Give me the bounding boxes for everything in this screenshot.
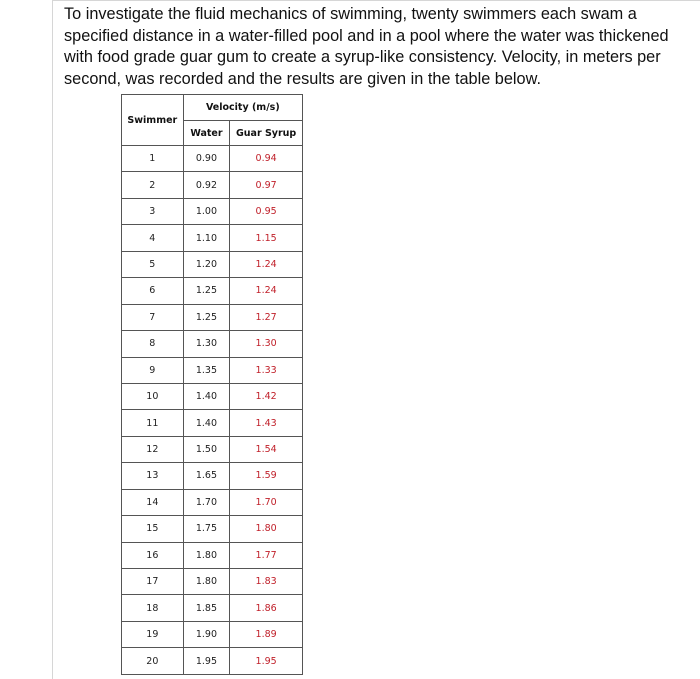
guar-syrup-velocity-cell: 1.95 (230, 648, 303, 674)
table-row (122, 410, 303, 436)
table-row (122, 595, 303, 621)
water-velocity-cell: 1.50 (183, 436, 230, 462)
water-velocity-cell: 1.35 (183, 357, 230, 383)
guar-syrup-velocity-cell: 0.95 (230, 198, 303, 224)
guar-syrup-velocity-cell: 1.27 (230, 304, 303, 330)
water-velocity-cell: 1.80 (183, 569, 230, 595)
table-row (122, 516, 303, 542)
swimmer-number-cell: 12 (122, 436, 184, 462)
swimmer-number-cell: 2 (122, 172, 184, 198)
velocity-table (121, 94, 303, 675)
guar-syrup-velocity-cell: 1.43 (230, 410, 303, 436)
swimmer-number-cell: 9 (122, 357, 184, 383)
water-velocity-cell: 1.25 (183, 304, 230, 330)
guar-syrup-velocity-cell: 1.24 (230, 251, 303, 277)
guar-syrup-velocity-cell: 1.42 (230, 383, 303, 409)
water-velocity-cell: 1.25 (183, 278, 230, 304)
top-divider (52, 0, 700, 1)
water-velocity-cell: 1.80 (183, 542, 230, 568)
table-row (122, 146, 303, 172)
swimmer-number-cell: 16 (122, 542, 184, 568)
swimmer-number-cell: 6 (122, 278, 184, 304)
swimmer-column-header: Swimmer (122, 95, 184, 146)
water-velocity-cell: 1.30 (183, 331, 230, 357)
guar-syrup-velocity-cell: 0.94 (230, 146, 303, 172)
guar-syrup-velocity-cell: 1.86 (230, 595, 303, 621)
swimmer-number-cell: 20 (122, 648, 184, 674)
swimmer-number-cell: 5 (122, 251, 184, 277)
guar-syrup-column-header: Guar Syrup (230, 121, 303, 146)
swimmer-number-cell: 18 (122, 595, 184, 621)
swimmer-number-cell: 10 (122, 383, 184, 409)
guar-syrup-velocity-cell: 1.33 (230, 357, 303, 383)
water-velocity-cell: 1.90 (183, 621, 230, 647)
swimmer-number-cell: 7 (122, 304, 184, 330)
swimmer-number-cell: 1 (122, 146, 184, 172)
guar-syrup-velocity-cell: 1.77 (230, 542, 303, 568)
question-text: To investigate the fluid mechanics of swimming, twenty swimmers each swam a specified distance in a water-filled pool and in a pool where the water was thickened with food grade guar gum to create a syrup-like consistency. Velocity, in meters per second, was recorded and the results are given in the table below. (64, 5, 669, 88)
water-velocity-cell: 1.65 (183, 463, 230, 489)
table-row (122, 648, 303, 674)
guar-syrup-velocity-cell: 1.70 (230, 489, 303, 515)
table-row (122, 251, 303, 277)
water-velocity-cell: 1.10 (183, 225, 230, 251)
swimmer-number-cell: 19 (122, 621, 184, 647)
swimmer-number-cell: 14 (122, 489, 184, 515)
swimmer-number-cell: 17 (122, 569, 184, 595)
water-velocity-cell: 1.75 (183, 516, 230, 542)
left-divider (52, 0, 53, 679)
velocity-group-header: Velocity (m/s) (183, 95, 302, 121)
swimmer-number-cell: 4 (122, 225, 184, 251)
guar-syrup-velocity-cell: 0.97 (230, 172, 303, 198)
water-column-header: Water (183, 121, 230, 146)
table-row (122, 542, 303, 568)
water-velocity-cell: 1.00 (183, 198, 230, 224)
table-row (122, 463, 303, 489)
water-velocity-cell: 1.70 (183, 489, 230, 515)
table-row (122, 436, 303, 462)
swimmer-number-cell: 8 (122, 331, 184, 357)
water-velocity-cell: 0.92 (183, 172, 230, 198)
table-row (122, 198, 303, 224)
table-row (122, 172, 303, 198)
swimmer-number-cell: 13 (122, 463, 184, 489)
table-row (122, 278, 303, 304)
water-velocity-cell: 1.20 (183, 251, 230, 277)
guar-syrup-velocity-cell: 1.83 (230, 569, 303, 595)
guar-syrup-velocity-cell: 1.15 (230, 225, 303, 251)
guar-syrup-velocity-cell: 1.30 (230, 331, 303, 357)
water-velocity-cell: 1.40 (183, 410, 230, 436)
table-row (122, 304, 303, 330)
swimmer-number-cell: 15 (122, 516, 184, 542)
table-row (122, 621, 303, 647)
table-row (122, 489, 303, 515)
guar-syrup-velocity-cell: 1.54 (230, 436, 303, 462)
table-row (122, 569, 303, 595)
guar-syrup-velocity-cell: 1.59 (230, 463, 303, 489)
table-body (122, 146, 303, 675)
guar-syrup-velocity-cell: 1.89 (230, 621, 303, 647)
table-row (122, 357, 303, 383)
water-velocity-cell: 1.95 (183, 648, 230, 674)
table-row (122, 383, 303, 409)
table-row (122, 225, 303, 251)
water-velocity-cell: 1.85 (183, 595, 230, 621)
guar-syrup-velocity-cell: 1.80 (230, 516, 303, 542)
water-velocity-cell: 1.40 (183, 383, 230, 409)
swimmer-number-cell: 3 (122, 198, 184, 224)
guar-syrup-velocity-cell: 1.24 (230, 278, 303, 304)
table-row (122, 331, 303, 357)
swimmer-number-cell: 11 (122, 410, 184, 436)
water-velocity-cell: 0.90 (183, 146, 230, 172)
